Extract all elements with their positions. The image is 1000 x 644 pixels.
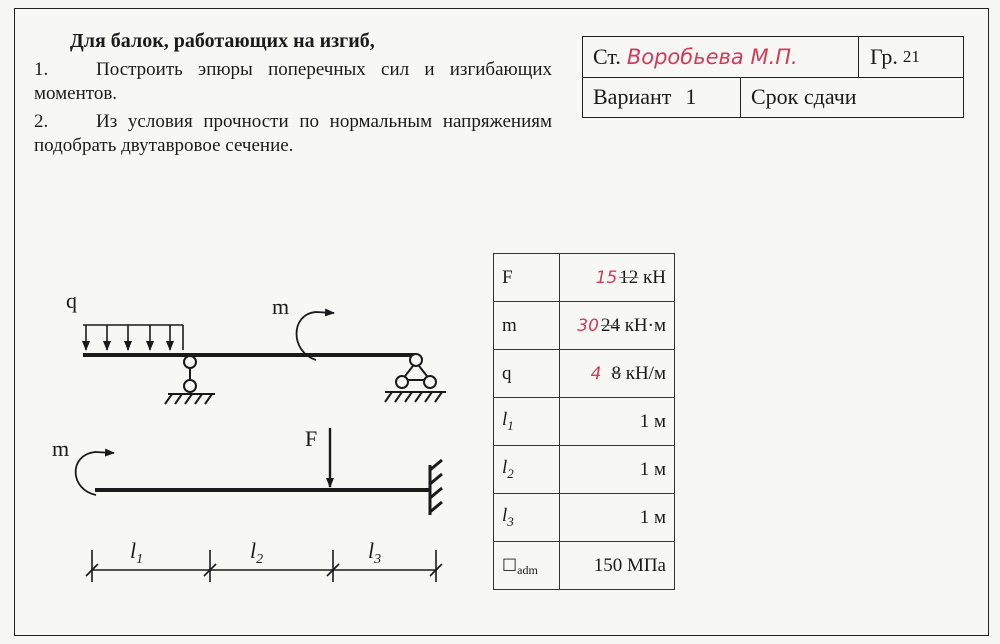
group-label: Гр. (870, 44, 898, 69)
param-symbol: F (494, 254, 560, 302)
distributed-load-q (83, 325, 183, 350)
beam-2 (52, 426, 442, 515)
moment-m-label-1: m (272, 294, 290, 319)
task-1-text: Построить эпюры поперечных сил и изгибающих моментов. (34, 59, 552, 104)
variant-value: 1 (685, 84, 697, 109)
dim-l2-label: $l_2$ (250, 538, 264, 567)
param-symbol: $□_{adm}$ (494, 542, 560, 590)
param-value: 30 24 кН·м (560, 302, 675, 350)
deadline-label: Срок сдачи (751, 84, 857, 109)
group-value: 21 (902, 47, 920, 66)
crossed-value: 8 (611, 362, 621, 384)
param-value: 4 8 кН/м (560, 350, 675, 398)
student-name-handwritten: Воробьева М.П. (626, 45, 798, 69)
handwritten-correction: 4 (590, 363, 602, 384)
param-symbol: m (494, 302, 560, 350)
moment-m-label-2: m (52, 436, 70, 461)
handwritten-correction: 30 (577, 315, 599, 336)
pinned-support-right (385, 354, 446, 402)
handwritten-correction: 15 (595, 267, 618, 288)
variant-label: Вариант (593, 84, 672, 109)
student-label: Ст. (593, 44, 621, 69)
force-f-label: F (305, 426, 318, 451)
param-symbol: $l_3$ (494, 494, 560, 542)
crossed-value: 12 (619, 266, 639, 288)
load-q-label: q (66, 288, 77, 313)
dim-l1-label: $l_1$ (130, 538, 144, 567)
param-symbol: q (494, 350, 560, 398)
task-2-text: Из условия прочности по нормальным напряжениям подобрать двутавровое сечение. (34, 111, 552, 156)
task-1-number: 1. (34, 59, 49, 80)
param-value: 1 м (560, 398, 675, 446)
hinged-support-left (165, 356, 215, 404)
param-value: 1 м (560, 446, 675, 494)
param-value: 1 м (560, 494, 675, 542)
moment-arrow-beam-1 (297, 312, 335, 360)
crossed-value: 24 (600, 314, 620, 336)
param-symbol: $l_2$ (494, 446, 560, 494)
dim-l3-label: $l_3$ (368, 538, 382, 567)
fixed-support (430, 460, 442, 515)
beam-1 (66, 288, 446, 404)
param-value: 15 12 кН (560, 254, 675, 302)
assignment-heading: Для балок, работающих на изгиб, (70, 30, 375, 52)
param-value: 150 МПа (560, 542, 675, 590)
task-2-number: 2. (34, 111, 49, 132)
param-symbol: $l_1$ (494, 398, 560, 446)
